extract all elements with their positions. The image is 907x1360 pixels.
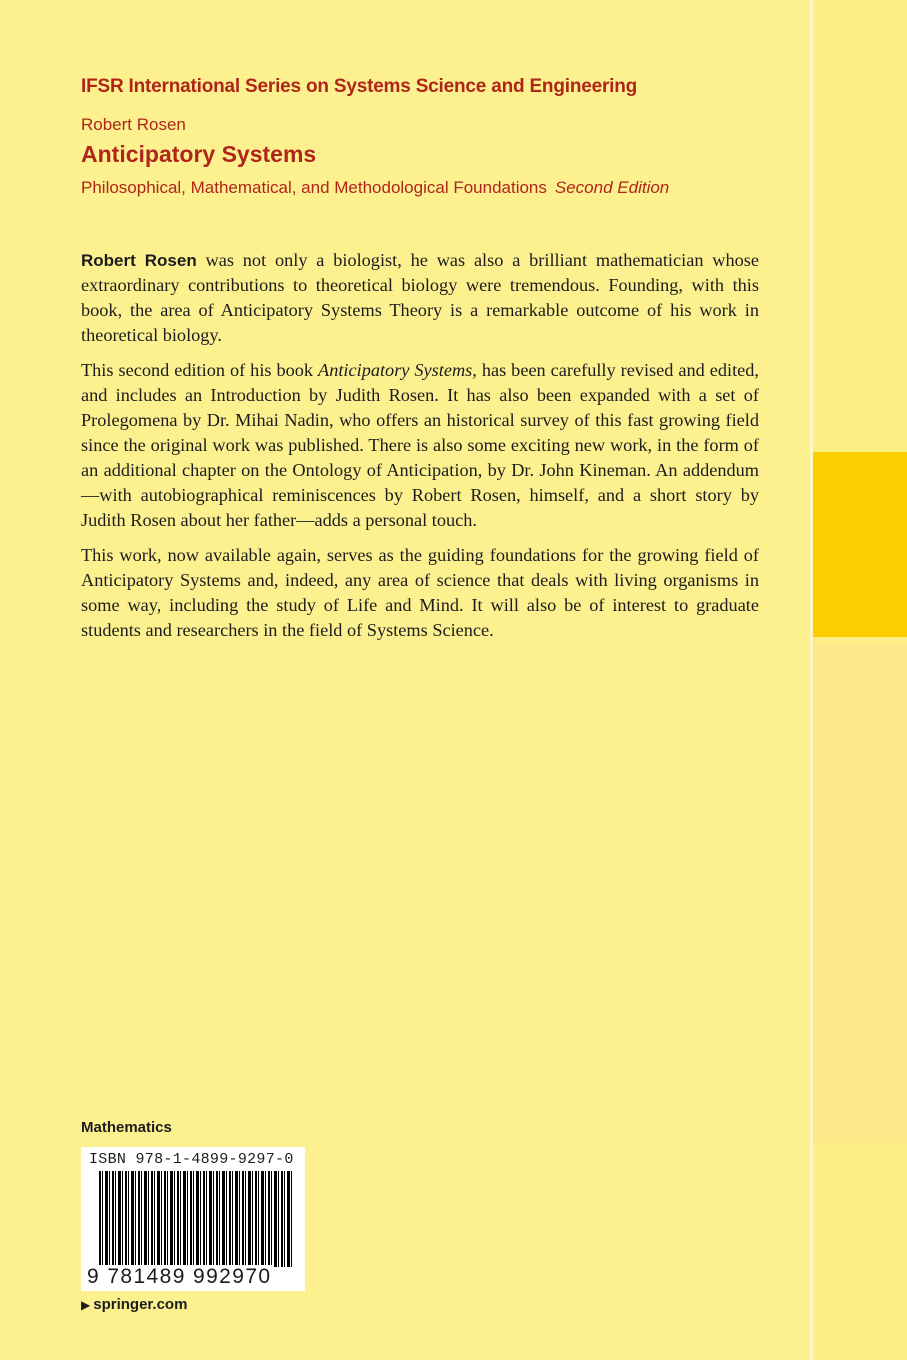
book-author: Robert Rosen: [81, 115, 186, 134]
paragraph-text: was not only a biologist, he was also a brilliant mathematician whose extraordinary contributions to theoretical biology were tremendous. Founding, with this book, the area of Anticipatory Systems Theory is a remarkable outcome of his work in theoretical biology.: [81, 250, 759, 345]
triangle-right-icon: ▶: [81, 1298, 91, 1312]
series-title: IFSR International Series on Systems Science and Engineering: [81, 76, 638, 97]
isbn-barcode: [81, 1147, 305, 1291]
spine-accent-block: [813, 452, 907, 637]
book-subtitle: [81, 178, 669, 198]
barcode-digits: 9 781489 992970: [87, 1265, 272, 1288]
subtitle-text: Philosophical, Mathematical, and Methodological Foundations: [81, 178, 547, 197]
edition-label: Second Edition: [554, 178, 670, 197]
description-text: [81, 248, 759, 653]
book-title: Anticipatory Systems: [81, 141, 317, 167]
spine-light-block: [813, 643, 907, 1143]
paragraph-text: has been carefully revised and edited, and includes an Introduction by Judith Rosen. It has also been expanded with a set of Prolegomena by Dr. Mihai Nadin, who offers an historical survey of this fast growing field since the original work was published. There is also some exciting new work, in the form of an additional chapter on the Ontology of Anticipation, by Dr. John Kineman. An addendum—with autobiographical reminiscences by Robert Rosen, himself, and a short story by Judith Rosen about her father—adds a personal touch.: [81, 360, 759, 530]
subject-category: Mathematics: [81, 1119, 172, 1136]
isbn-number: ISBN 978-1-4899-9297-0: [89, 1151, 294, 1168]
book-title-italic: Anticipatory Systems,: [318, 360, 477, 380]
description-paragraph: [81, 248, 759, 348]
paragraph-text: This second edition of his book: [81, 360, 319, 380]
publisher-website[interactable]: [81, 1296, 187, 1313]
description-paragraph: [81, 358, 759, 533]
barcode-bars: [99, 1171, 294, 1267]
author-name-bold: Robert Rosen: [81, 251, 197, 270]
description-paragraph: [81, 543, 759, 643]
paragraph-text: This work, now available again, serves as the guiding foundations for the growing field of Anticipatory Systems and, indeed, any area of science that deals with living organisms in some way, including the study of Life and Mind. It will also be of interest to graduate students and researchers in the field of Systems Science.: [81, 545, 759, 640]
website-label: springer.com: [93, 1296, 188, 1313]
